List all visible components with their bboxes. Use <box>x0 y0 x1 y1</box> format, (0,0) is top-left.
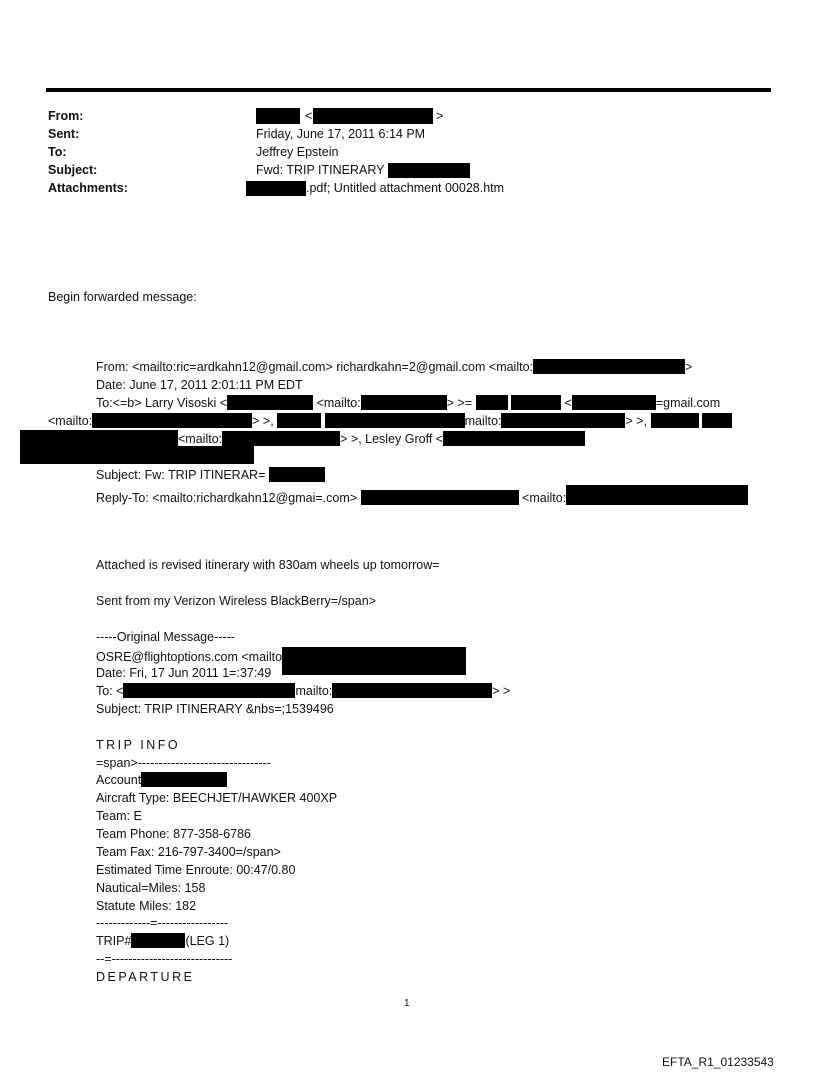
to-label: To: <box>48 145 67 159</box>
redaction <box>361 490 519 505</box>
redaction <box>20 430 178 446</box>
redaction <box>277 413 321 428</box>
body-sent-from: Sent from my Verizon Wireless BlackBerry=/span> <box>96 594 376 608</box>
aircraft-type: Aircraft Type: BEECHJET/HAWKER 400XP <box>96 791 338 805</box>
redaction <box>123 683 295 698</box>
subject-value: Fwd: TRIP ITINERARY <box>256 163 385 177</box>
to-value: Jeffrey Epstein <box>256 145 339 159</box>
redaction <box>511 395 561 410</box>
page-number: 1 <box>404 998 410 1009</box>
fwd-subject: Subject: Fw: TRIP ITINERAR= <box>96 467 325 484</box>
redaction <box>651 413 699 428</box>
begin-forwarded: Begin forwarded message: <box>48 290 197 304</box>
orig-subject: Subject: TRIP ITINERARY &nbs=;1539496 <box>96 702 334 716</box>
original-message-header: -----Original Message----- <box>96 630 235 644</box>
redaction <box>443 431 585 446</box>
attachments-label: Attachments: <box>48 181 128 195</box>
redaction <box>476 395 508 410</box>
attachments-value: .pdf; Untitled attachment 00028.htm <box>306 181 505 195</box>
sent-value: Friday, June 17, 2011 6:14 PM <box>256 127 426 141</box>
redaction <box>388 163 470 178</box>
redaction <box>282 647 466 675</box>
redaction <box>572 395 656 410</box>
span-line: =span>-------------------------------- <box>96 756 271 770</box>
redaction <box>246 181 306 196</box>
redaction <box>269 467 325 482</box>
redaction <box>533 359 685 374</box>
fwd-to: To:<=b> Larry Visoski < <mailto: > >= < =gmail.com <box>96 396 721 410</box>
subject-label: Subject: <box>48 163 98 177</box>
orig-to: To: < mailto: > > <box>96 684 511 698</box>
sent-label: Sent: <box>48 127 80 141</box>
trip-info-heading: TRIP INFO <box>96 738 181 752</box>
body-attached: Attached is revised itinerary with 830am wheels up tomorrow= <box>96 558 440 572</box>
orig-date: Date: Fri, 17 Jun 2011 1=:37:49 <box>96 666 272 680</box>
redaction <box>92 413 252 428</box>
trip-number: TRIP# (LEG 1) <box>96 934 230 948</box>
redaction <box>313 108 433 124</box>
fwd-to-line3: <mailto: > >, Lesley Groff < <box>178 431 585 448</box>
estimated-time: Estimated Time Enroute: 00:47/0.80 <box>96 863 296 877</box>
from-lt: < <box>305 109 313 123</box>
fwd-date: Date: June 17, 2011 2:01:11 PM EDT <box>96 378 303 392</box>
redaction <box>361 395 447 410</box>
statute-miles: Statute Miles: 182 <box>96 899 197 913</box>
departure-heading: DEPARTURE <box>96 970 195 984</box>
fwd-reply-to: Reply-To: <mailto:richardkahn12@gmai=.com> <mailto: <box>96 485 748 507</box>
redaction <box>332 683 492 698</box>
redaction <box>702 413 732 428</box>
team-phone: Team Phone: 877-358-6786 <box>96 827 251 841</box>
fwd-to-line2: <mailto: > >, mailto: > >, <box>48 413 732 430</box>
redaction <box>20 446 254 464</box>
redaction <box>131 933 185 948</box>
bates-number: EFTA_R1_01233543 <box>662 1055 774 1069</box>
redaction <box>227 395 313 410</box>
redaction <box>256 108 300 124</box>
from-label: From: <box>48 109 84 123</box>
separator: -------------=----------------- <box>96 916 229 930</box>
team: Team: E <box>96 809 142 823</box>
redaction <box>325 413 465 428</box>
orig-from: OSRE@flightoptions.com <mailto <box>96 647 466 675</box>
redaction <box>501 413 625 428</box>
header-rule <box>46 88 771 92</box>
fwd-from: From: <mailto:ric=ardkahn12@gmail.com> richardkahn=2@gmail.com <mailto: > <box>96 360 693 374</box>
redaction <box>566 485 748 505</box>
from-gt: > <box>436 109 444 123</box>
redaction <box>222 431 340 446</box>
separator: --=----------------------------- <box>96 952 233 966</box>
team-fax: Team Fax: 216-797-3400=/span> <box>96 845 281 859</box>
redaction <box>141 772 227 787</box>
nautical-miles: Nautical=Miles: 158 <box>96 881 206 895</box>
account-line: Account <box>96 772 227 789</box>
